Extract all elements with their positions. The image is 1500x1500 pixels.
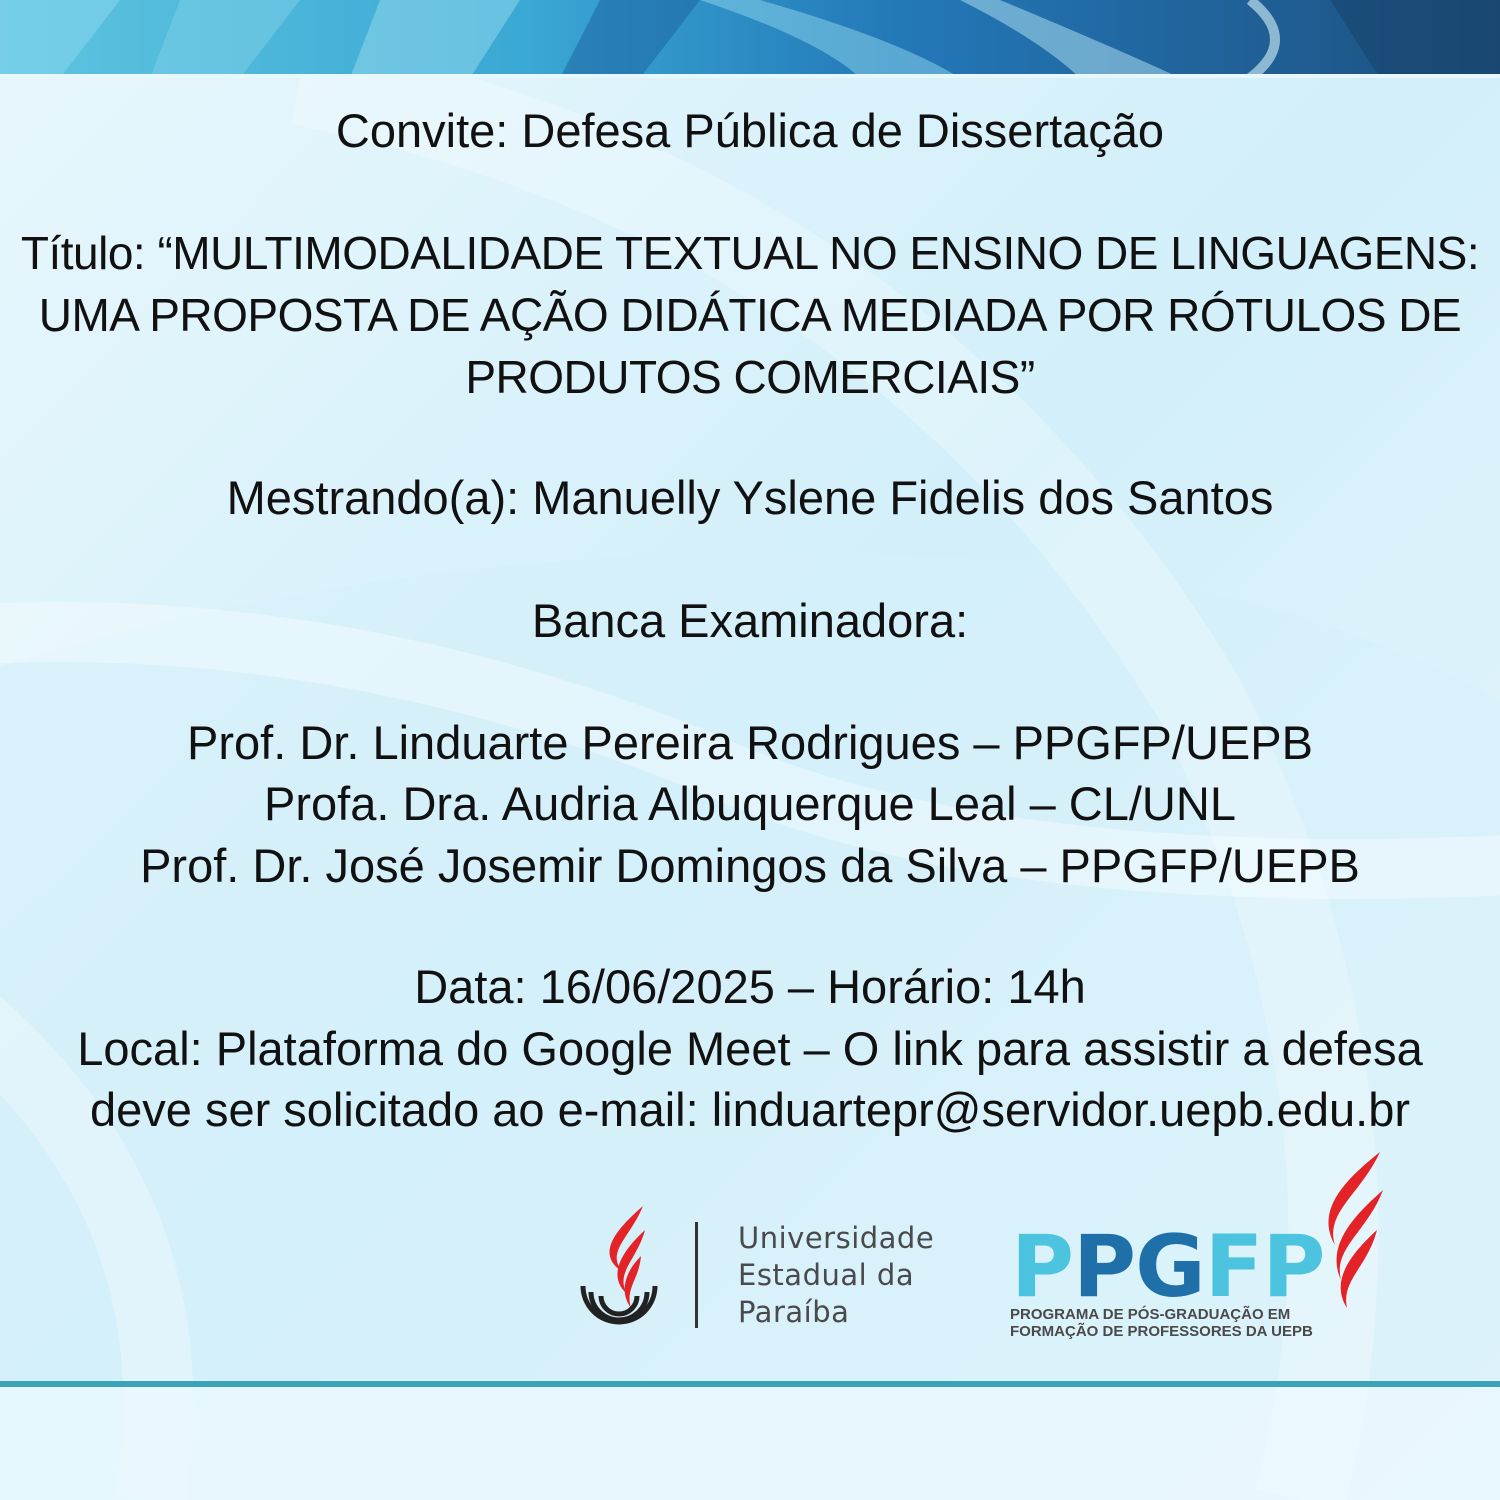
dissertation-title-line-2: UMA PROPOSTA DE AÇÃO DIDÁTICA MEDIADA POR RÓTULOS DE [38, 289, 1462, 341]
invite-heading: Convite: Defesa Pública de Dissertação [335, 104, 1165, 157]
ppgfp-subtitle-line: PROGRAMA DE PÓS-GRADUAÇÃO EM [1010, 1306, 1291, 1323]
ppgfp-letter: F [1204, 1217, 1263, 1317]
student-name: Mestrando(a): Manuelly Yslene Fidelis dos Santos [226, 471, 1274, 524]
ppgfp-letter: P [1262, 1217, 1325, 1317]
committee-heading: Banca Examinadora: [531, 594, 969, 647]
ppgfp-letter: P [1073, 1217, 1136, 1317]
ppgfp-letter: G [1135, 1217, 1205, 1317]
committee-member: Profa. Dra. Audria Albuquerque Leal – CL/UNL [264, 777, 1236, 830]
uepb-name-line: Estadual da [738, 1258, 915, 1292]
ppgfp-letter: P [1011, 1217, 1074, 1317]
uepb-name-line: Paraíba [738, 1295, 850, 1329]
uepb-name [738, 1220, 934, 1331]
committee-member: Prof. Dr. Linduarte Pereira Rodrigues – PPGFP/UEPB [187, 716, 1313, 769]
bottom-divider [0, 1381, 1500, 1387]
ppgfp-flame-icon [1305, 1150, 1395, 1310]
dissertation-title-line-3: PRODUTOS COMERCIAIS” [465, 351, 1035, 403]
ppgfp-subtitle-line: FORMAÇÃO DE PROFESSORES DA UEPB [1010, 1323, 1313, 1340]
dissertation-title-line-1: Título: “MULTIMODALIDADE TEXTUAL NO ENSINO DE LINGUAGENS: [20, 227, 1480, 279]
location-line-2: deve ser solicitado ao e-mail: linduartepr@servidor.uepb.edu.br [89, 1083, 1411, 1136]
location-line-1: Local: Plataforma do Google Meet – O link para assistir a defesa [77, 1022, 1423, 1075]
date-time: Data: 16/06/2025 – Horário: 14h [414, 960, 1086, 1013]
committee-member: Prof. Dr. José Josemir Domingos da Silva – PPGFP/UEPB [140, 839, 1360, 892]
ppgfp-logo [1005, 1150, 1405, 1350]
uepb-name-line: Universidade [738, 1221, 935, 1255]
ppgfp-subtitle [1010, 1306, 1313, 1340]
